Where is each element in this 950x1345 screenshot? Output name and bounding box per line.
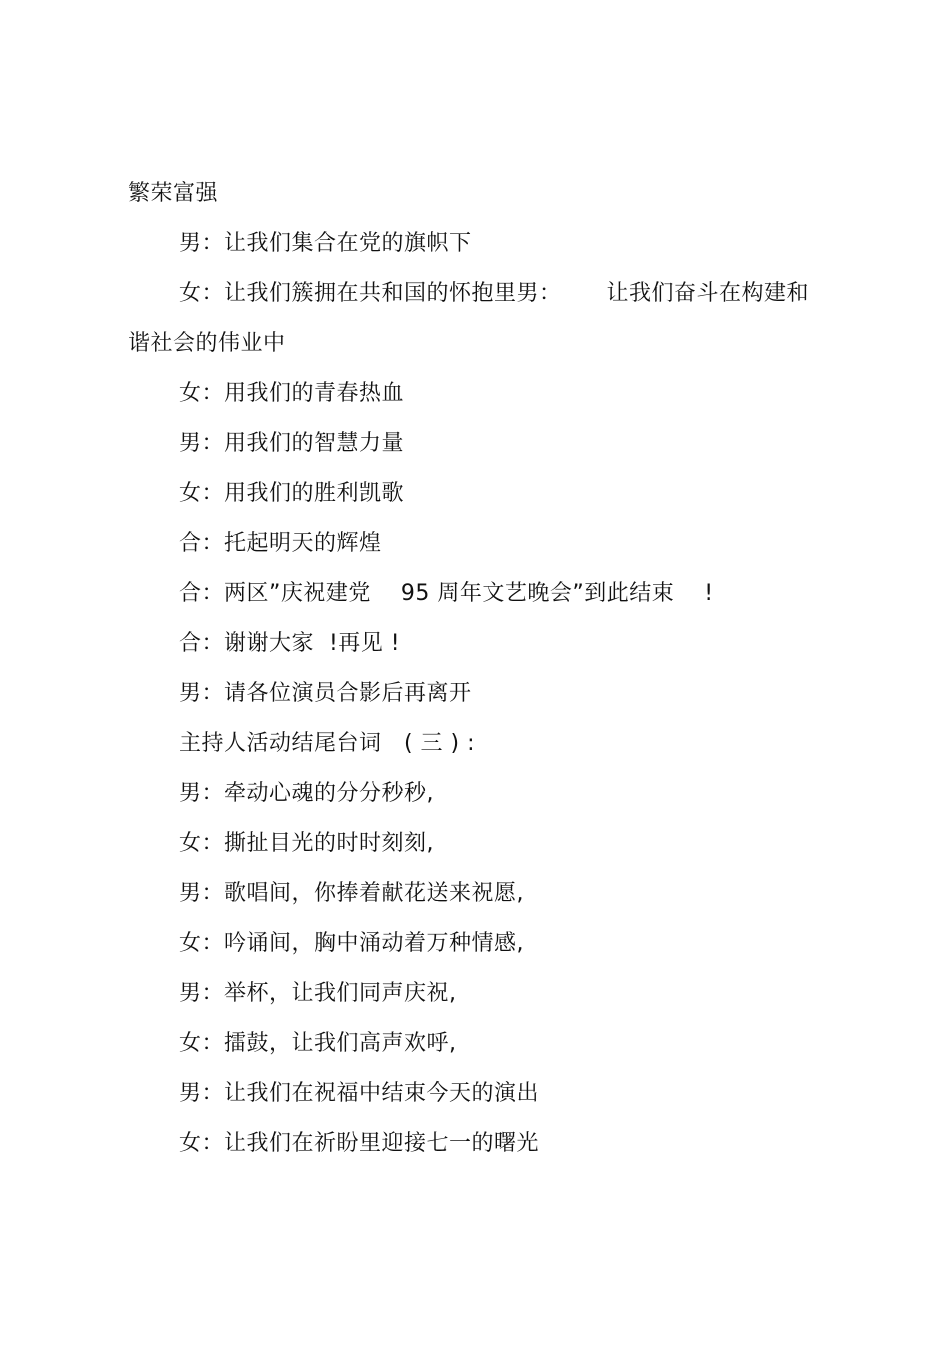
text-line: 合：谢谢大家 !再见 ! (179, 631, 401, 656)
text-line: 女：用我们的胜利凯歌 (179, 481, 405, 506)
text-line: 男：让我们在祝福中结束今天的演出 (179, 1081, 540, 1106)
text-line: 男：请各位演员合影后再离开 (179, 681, 472, 706)
text-line: 谐社会的伟业中 (128, 331, 286, 356)
text-line: 女：吟诵间，胸中涌动着万种情感, (179, 931, 524, 956)
text-line: 男：歌唱间，你捧着献花送来祝愿, (179, 881, 524, 906)
text-line: 男：牵动心魂的分分秒秒, (179, 781, 434, 806)
text-line: 女：让我们在祈盼里迎接七一的曙光 (179, 1131, 540, 1156)
text-line: 男：用我们的智慧力量 (179, 431, 405, 456)
section-heading: 主持人活动结尾台词 ( 三 ) : (179, 731, 476, 756)
text-line: 合：两区”庆祝建党 95 周年文艺晚会”到此结束 ! (179, 581, 714, 606)
text-line: 女：用我们的青春热血 (179, 381, 405, 406)
text-line: 女：撕扯目光的时时刻刻, (179, 831, 434, 856)
text-line: 合：托起明天的辉煌 (179, 531, 382, 556)
text-line: 男：举杯，让我们同声庆祝, (179, 981, 457, 1006)
text-line: 繁荣富强 (128, 181, 219, 206)
text-line: 男：让我们集合在党的旗帜下 (179, 231, 472, 256)
text-line: 女：擂鼓，让我们高声欢呼, (179, 1031, 457, 1056)
text-line: 女：让我们簇拥在共和国的怀抱里男： 让我们奋斗在构建和 (179, 281, 809, 306)
